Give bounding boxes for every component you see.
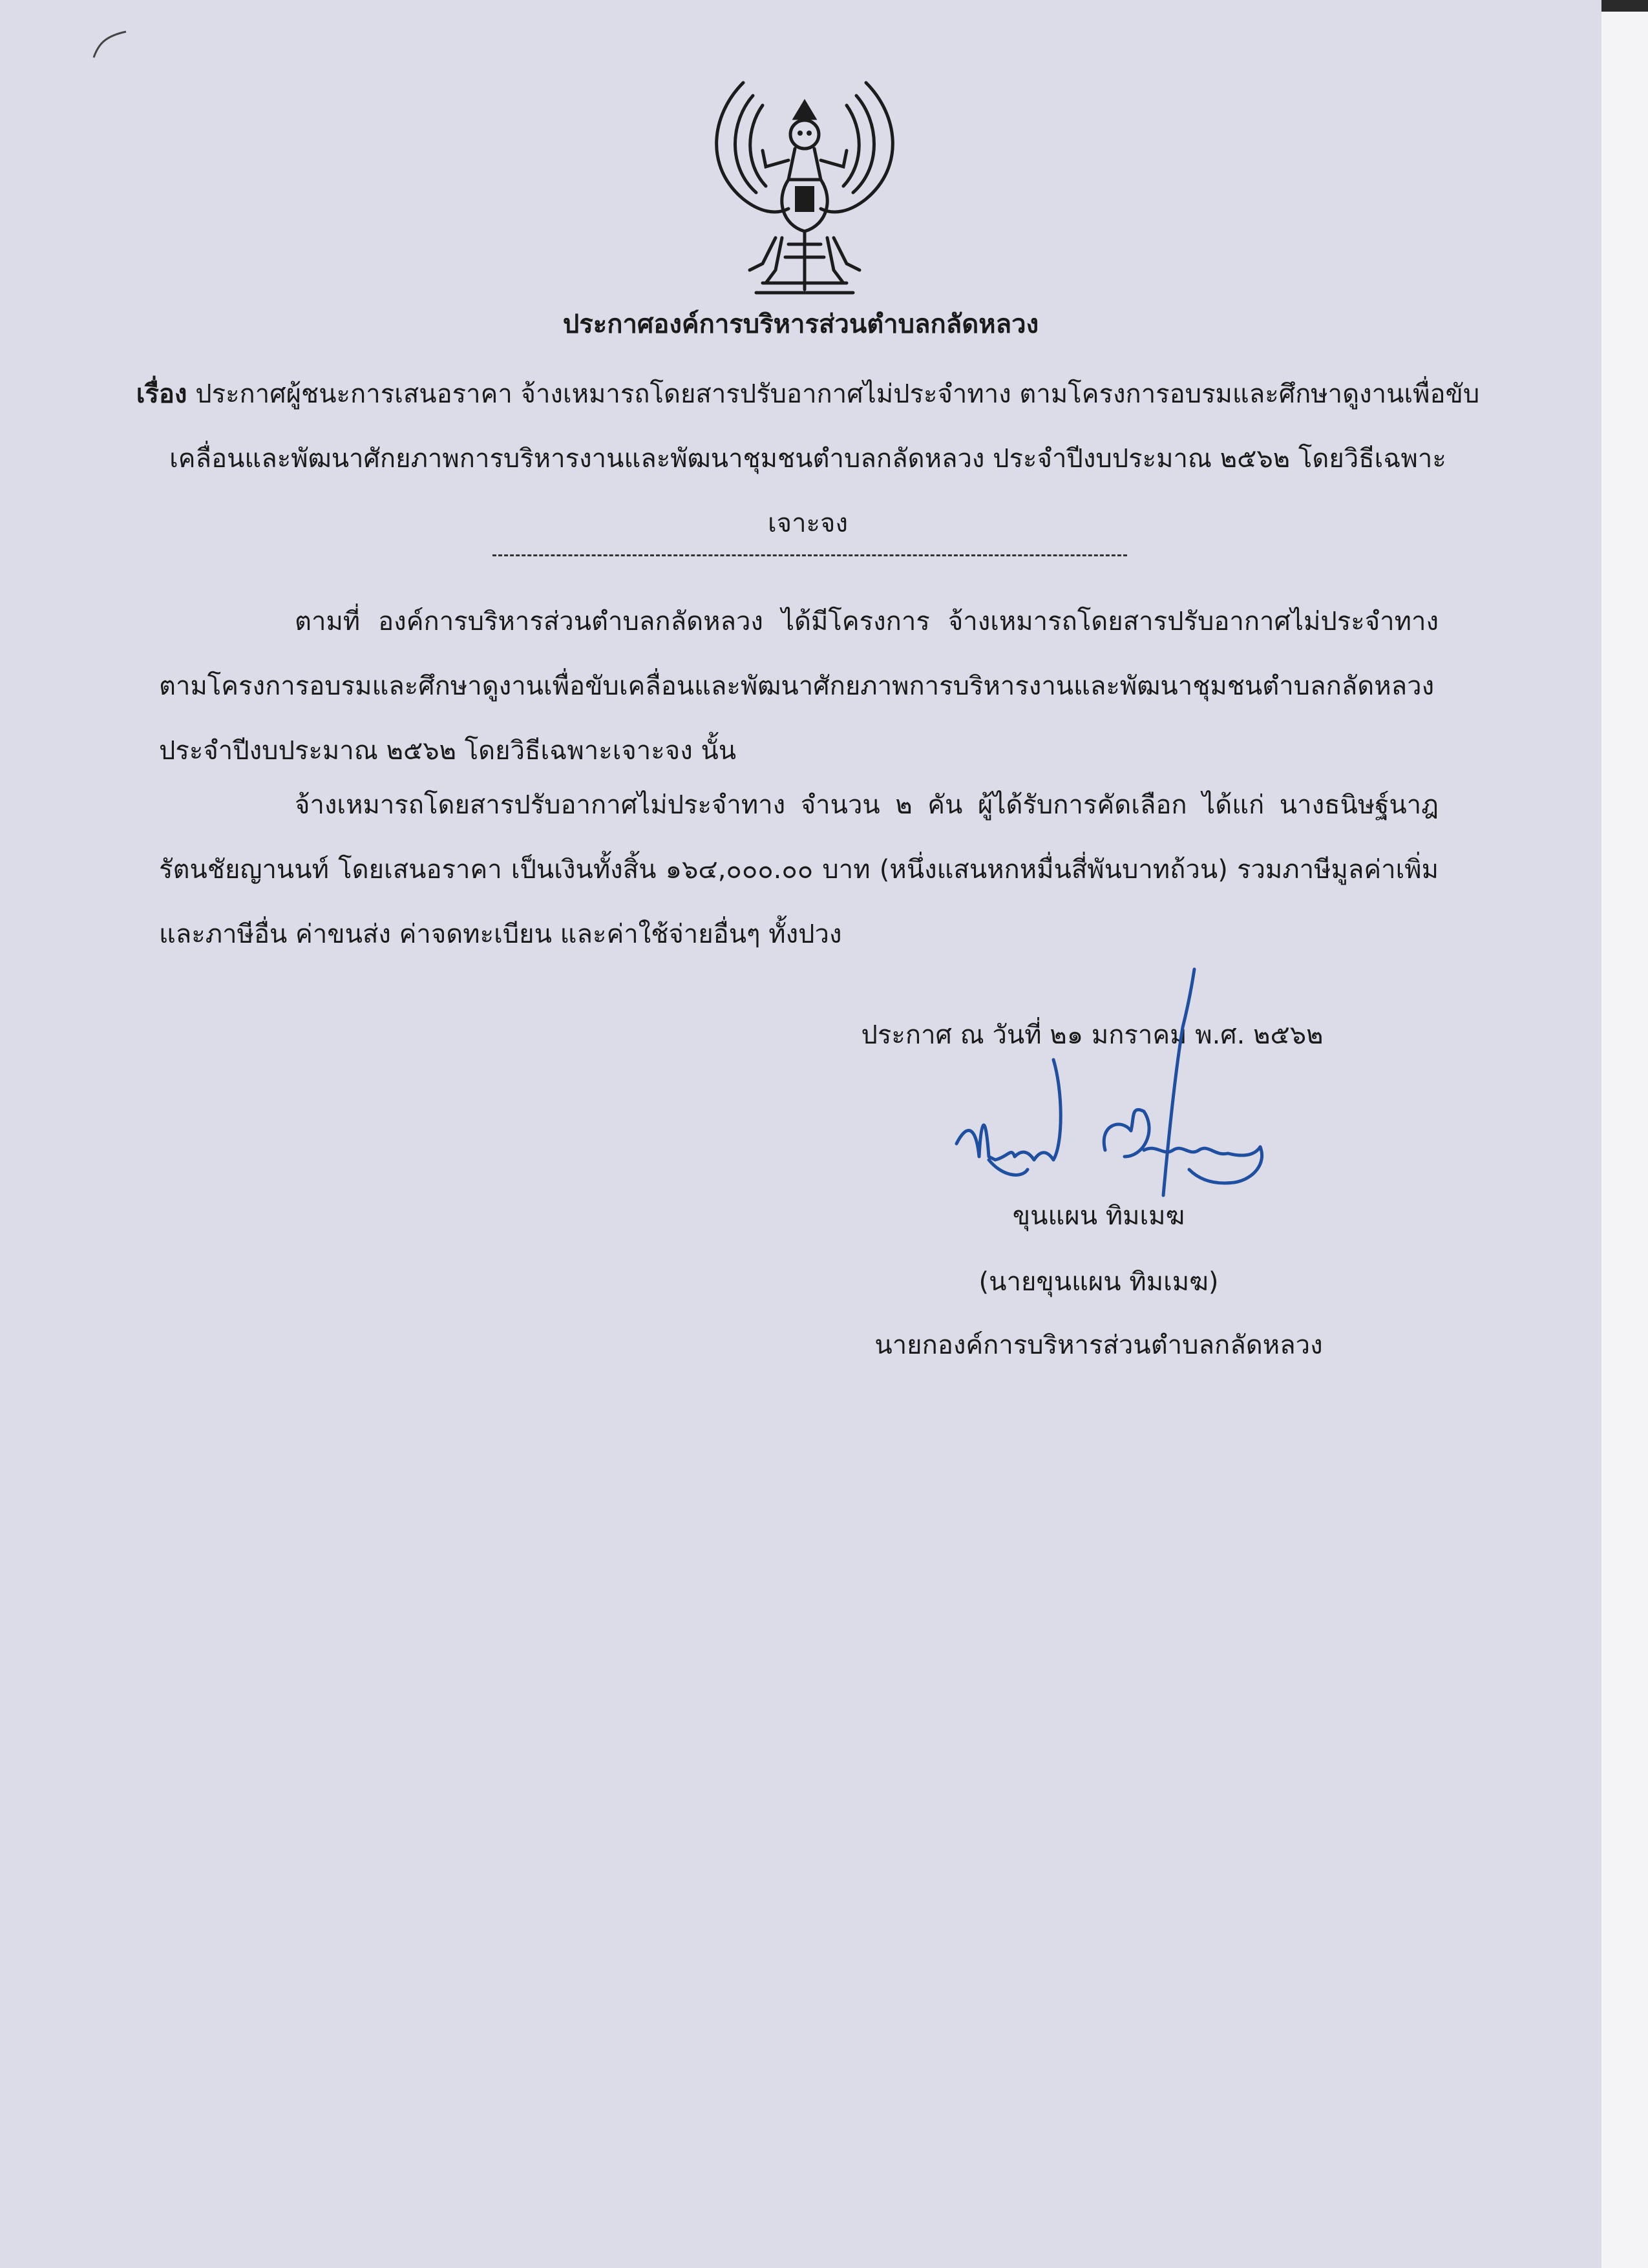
subject-block <box>136 362 1480 556</box>
date-line: ประกาศ ณ วันที่ ๒๑ มกราคม พ.ศ. ๒๕๖๒ <box>861 1020 1324 1050</box>
subject-label: เรื่อง <box>136 379 187 409</box>
scan-edge <box>1601 0 1648 2268</box>
signer-title: นายกองค์การบริหารส่วนตำบลกลัดหลวง <box>874 1330 1323 1360</box>
divider-line <box>492 554 1127 556</box>
subject-text: ประกาศผู้ชนะการเสนอราคา จ้างเหมารถโดยสารปรับอากาศไม่ประจำทาง ตามโครงการอบรมและศึกษาดูงานเพื่อขับเคลื่อนและพัฒนาศักยภาพการบริหารงานและพัฒนาชุมชนตำบลกลัดหลวง ประจำปีงบประมาณ ๒๕๖๒ โดยวิธีเฉพาะเจาะจง <box>169 379 1480 538</box>
garuda-emblem-icon <box>698 76 911 302</box>
organization-heading: ประกาศองค์การบริหารส่วนตำบลกลัดหลวง <box>562 310 1039 339</box>
body-paragraph-2: จ้างเหมารถโดยสารปรับอากาศไม่ประจำทาง จำนวน ๒ คัน ผู้ได้รับการคัดเลือก ได้แก่ นางธนิษฐ์นาฎ รัตนชัยญานนท์ โดยเสนอราคา เป็นเงินทั้งสิ้น ๑๖๔,๐๐๐.๐๐ บาท (หนึ่งแสนหกหมื่นสี่พันบาทถ้วน) รวมภาษีมูลค่าเพิ่มและภาษีอื่น ค่าขนส่ง ค่าจดทะเบียน และค่าใช้จ่ายอื่นๆ ทั้งปวง <box>159 790 1439 949</box>
signer-name-full: (นายขุนแผน ทิมเมฆ) <box>978 1267 1219 1297</box>
handwritten-signature <box>950 963 1325 1221</box>
pen-mark <box>90 28 129 61</box>
signer-name: ขุนแผน ทิมเมฆ <box>1012 1201 1185 1231</box>
body-paragraph-1: ตามที่ องค์การบริหารส่วนตำบลกลัดหลวง ได้มีโครงการ จ้างเหมารถโดยสารปรับอากาศไม่ประจำทาง ตามโครงการอบรมและศึกษาดูงานเพื่อขับเคลื่อนและพัฒนาศักยภาพการบริหารงานและพัฒนาชุมชนตำบลกลัดหลวง ประจำปีงบประมาณ ๒๕๖๒ โดยวิธีเฉพาะเจาะจง นั้น <box>159 607 1439 766</box>
scan-edge-corner <box>1601 0 1648 12</box>
